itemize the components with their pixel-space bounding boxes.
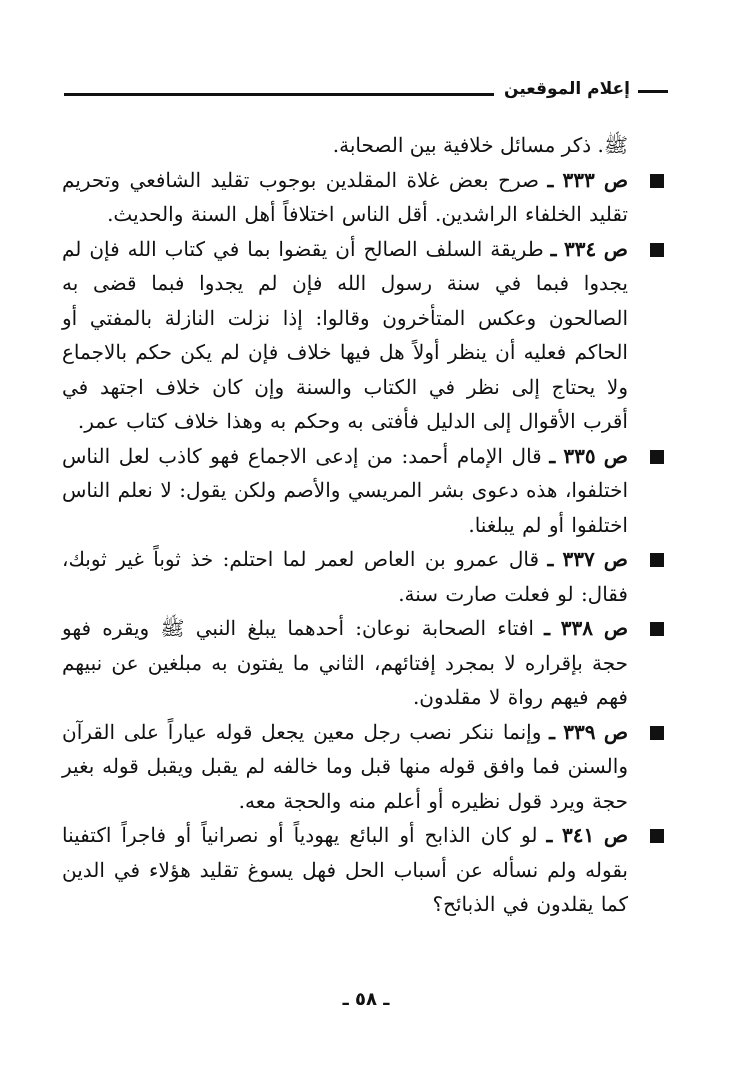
index-entry <box>62 818 668 922</box>
entry-text: افتاء الصحابة نوعان: أحدهما يبلغ النبي ﷺ ويقره فهو حجة بإقراره لا بمجرد إفتائهم، الثاني ما يفتون به مبلغين عن نبيهم فهم فيهم رواة لا مقلدون. <box>62 616 628 709</box>
page-reference: ص ٣٣٤ ـ <box>550 236 628 261</box>
entry-text: قال عمرو بن العاص لعمر لما احتلم: خذ ثوباً غير ثوبك، فقال: لو فعلت صارت سنة. <box>62 547 628 606</box>
page-reference: ص ٣٤١ ـ <box>546 823 629 847</box>
header-dash <box>638 90 668 93</box>
index-entry <box>62 715 668 819</box>
index-entry <box>62 163 668 232</box>
page-number: ـ ٥٨ ـ <box>342 989 390 1010</box>
page-reference: ص ٣٣٥ ـ <box>549 443 628 468</box>
square-bullet-icon <box>650 174 664 188</box>
intro-line: ﷺ. ذكر مسائل خلافية بين الصحابة. <box>332 133 628 157</box>
entry-text: صرح بعض غلاة المقلدين بوجوب تقليد الشافعي وتحريم تقليد الخلفاء الراشدين. أقل الناس اختلافاً أهل السنة والحديث. <box>62 167 628 226</box>
entry-text: طريقة السلف الصالح أن يقضوا بما في كتاب الله فإن لم يجدوا فبما في سنة رسول الله فإن لم يجدوا فبما قضى به الصالحون وعكس المتأخرون وقالوا: إذا نزلت النازلة بالمفتي أو الحاكم فعليه أن ينظر أولاً هل فيها خلاف فإن لم يكن حكم بالاجماع ولا يحتاج إلى نظر في الكتاب والسنة وإن كان خلاف اجتهد في أقرب الأقوال إلى الدليل فأفتى به وحكم به وهذا خلاف كتاب عمر. <box>62 236 628 433</box>
header-title: إعلام الموقعين <box>504 79 630 99</box>
page-reference: ص ٣٣٧ ـ <box>547 547 628 571</box>
square-bullet-icon <box>650 829 664 843</box>
index-content <box>62 128 668 922</box>
header-rule <box>64 93 494 96</box>
index-entry <box>62 611 668 715</box>
index-entry <box>62 439 668 543</box>
entry-text: وإنما ننكر نصب رجل معين يجعل قوله عياراً على القرآن والسنن فما وافق قوله منها قبل وما خالفه لم يقبل ويقبل قوله بغير حجة ويرد قول نظيره أو أعلم منه والحجة معه. <box>62 719 628 813</box>
square-bullet-icon <box>650 553 664 567</box>
page-reference: ص ٣٣٣ ـ <box>547 167 629 192</box>
square-bullet-icon <box>650 622 664 636</box>
entry-text: لو كان الذابح أو البائع يهودياً أو نصرانياً أو فاجراً اكتفينا بقوله ولم نسأله عن أسباب الحل فهل يسوغ تقليد هؤلاء في الدين كما يقلدون في الذبائح؟ <box>62 823 628 916</box>
square-bullet-icon <box>650 243 664 257</box>
page-reference: ص ٣٣٨ ـ <box>544 616 629 640</box>
entry-text: قال الإمام أحمد: من إدعى الاجماع فهو كاذب لعل الناس اختلفوا، هذه دعوى بشر المريسي والأصم ولكن يقول: لا نعلم الناس اختلفوا أو لم يبلغنا. <box>62 443 628 537</box>
square-bullet-icon <box>650 726 664 740</box>
index-entry <box>62 232 668 439</box>
index-entry <box>62 542 668 611</box>
page-reference: ص ٣٣٩ ـ <box>549 719 629 744</box>
running-header <box>64 78 668 102</box>
square-bullet-icon <box>650 450 664 464</box>
